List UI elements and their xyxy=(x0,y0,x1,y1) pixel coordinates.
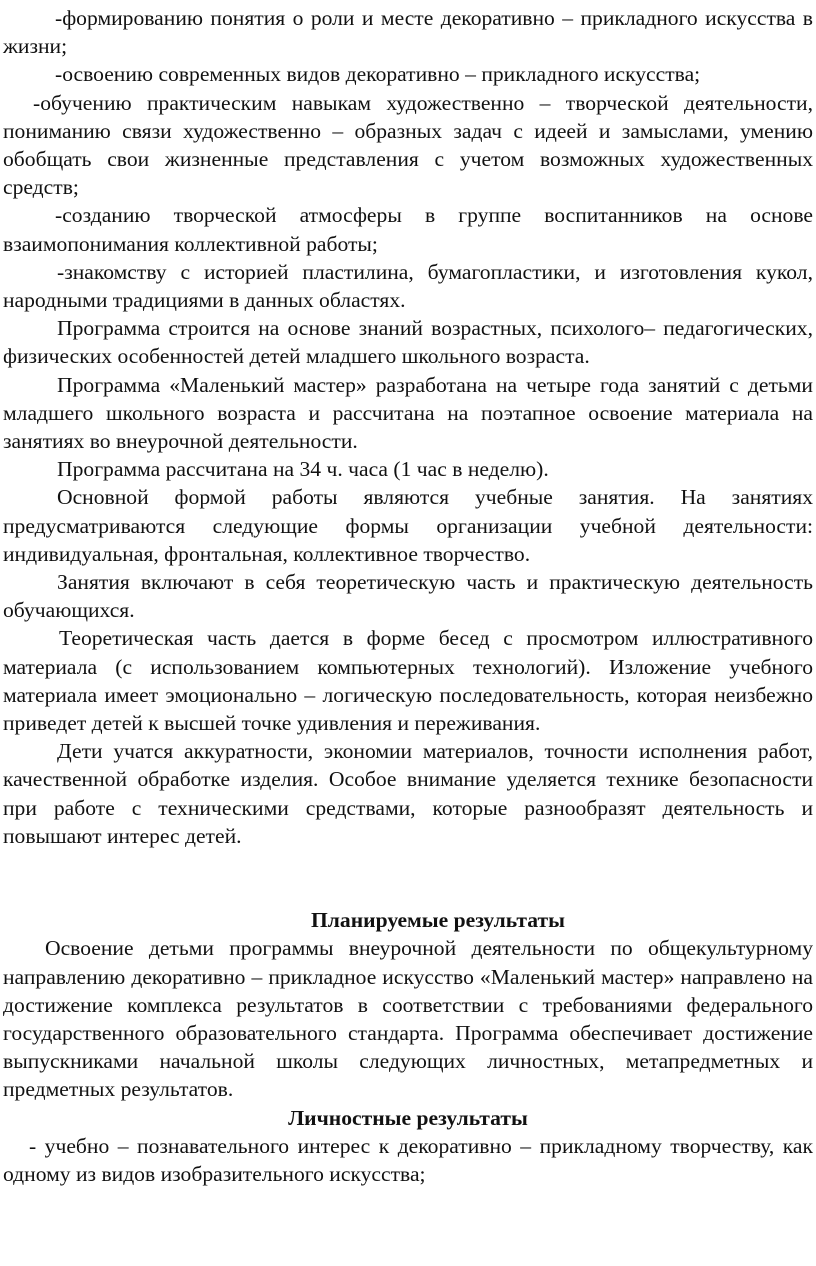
paragraph-goal-skills: -обучению практическим навыкам художественно – творческой деятельности, пониманию связи художественно – образных задач с идеей и замыслами, умению обобщать свои жизненные представления с учетом возможных художественных средств; xyxy=(3,90,813,200)
paragraph-planned-results: Освоение детьми программы внеурочной деятельности по общекультурному направлению декоративно – прикладное искусство «Маленький мастер» направлено на достижение комплекса результатов в соответствии с требованиями федерального государственного образовательного стандарта. Программа обеспечивает достижение выпускниками начальной школы следующих личностных, метапредметных и предметных результатов. xyxy=(3,936,813,1102)
heading-planned-results: Планируемые результаты xyxy=(311,908,565,933)
paragraph-program-years: Программа «Маленький мастер» разработана на четыре года занятий с детьми младшего школьного возраста и рассчитана на поэтапное освоение материала на занятиях во внеурочной деятельности. xyxy=(3,372,813,454)
paragraph-work-forms: Основной формой работы являются учебные занятия. На занятиях предусматриваются следующие формы организации учебной деятельности: индивидуальная, фронтальная, коллективное творчество. xyxy=(3,485,813,566)
paragraph-goal-history: -знакомству с историей пластилина, бумагопластики, и изготовления кукол, народными традициями в данных областях. xyxy=(3,259,813,313)
paragraph-program-basis: Программа строится на основе знаний возрастных, психолого– педагогических, физических особенностей детей младшего школьного возраста. xyxy=(3,316,813,369)
paragraph-goal-role: -формированию понятия о роли и месте декоративно – прикладного искусства в жизни; xyxy=(3,6,813,59)
section-spacer xyxy=(3,850,813,906)
paragraph-theory: Теоретическая часть дается в форме бесед с просмотром иллюстративного материала (с использованием компьютерных технологий). Изложение учебного материала имеет эмоционально – логическую последовательность, которая неизбежно приведет детей к высшей точке удивления и переживания. xyxy=(3,626,813,736)
paragraph-goal-modern-types: -освоению современных видов декоративно – прикладного искусства; xyxy=(55,62,701,87)
paragraph-goal-atmosphere: -созданию творческой атмосферы в группе воспитанников на основе взаимопонимания коллективной работы; xyxy=(3,203,813,256)
paragraph-skills-safety: Дети учатся аккуратности, экономии материалов, точности исполнения работ, качественной обработке изделия. Особое внимание уделяется технике безопасности при работе с техническими средствами, которые разнообразят деятельность и повышают интерес детей. xyxy=(3,739,813,848)
heading-personal-results: Личностные результаты xyxy=(288,1105,528,1130)
list-item: - учебно – познавательного интерес к декоративно – прикладному творчеству, как одному из видов изобразительного искусства; xyxy=(3,1133,813,1186)
paragraph-program-hours: Программа рассчитана на 34 ч. часа (1 час в неделю). xyxy=(57,457,549,482)
paragraph-lesson-parts: Занятия включают в себя теоретическую часть и практическую деятельность обучающихся. xyxy=(3,570,813,623)
